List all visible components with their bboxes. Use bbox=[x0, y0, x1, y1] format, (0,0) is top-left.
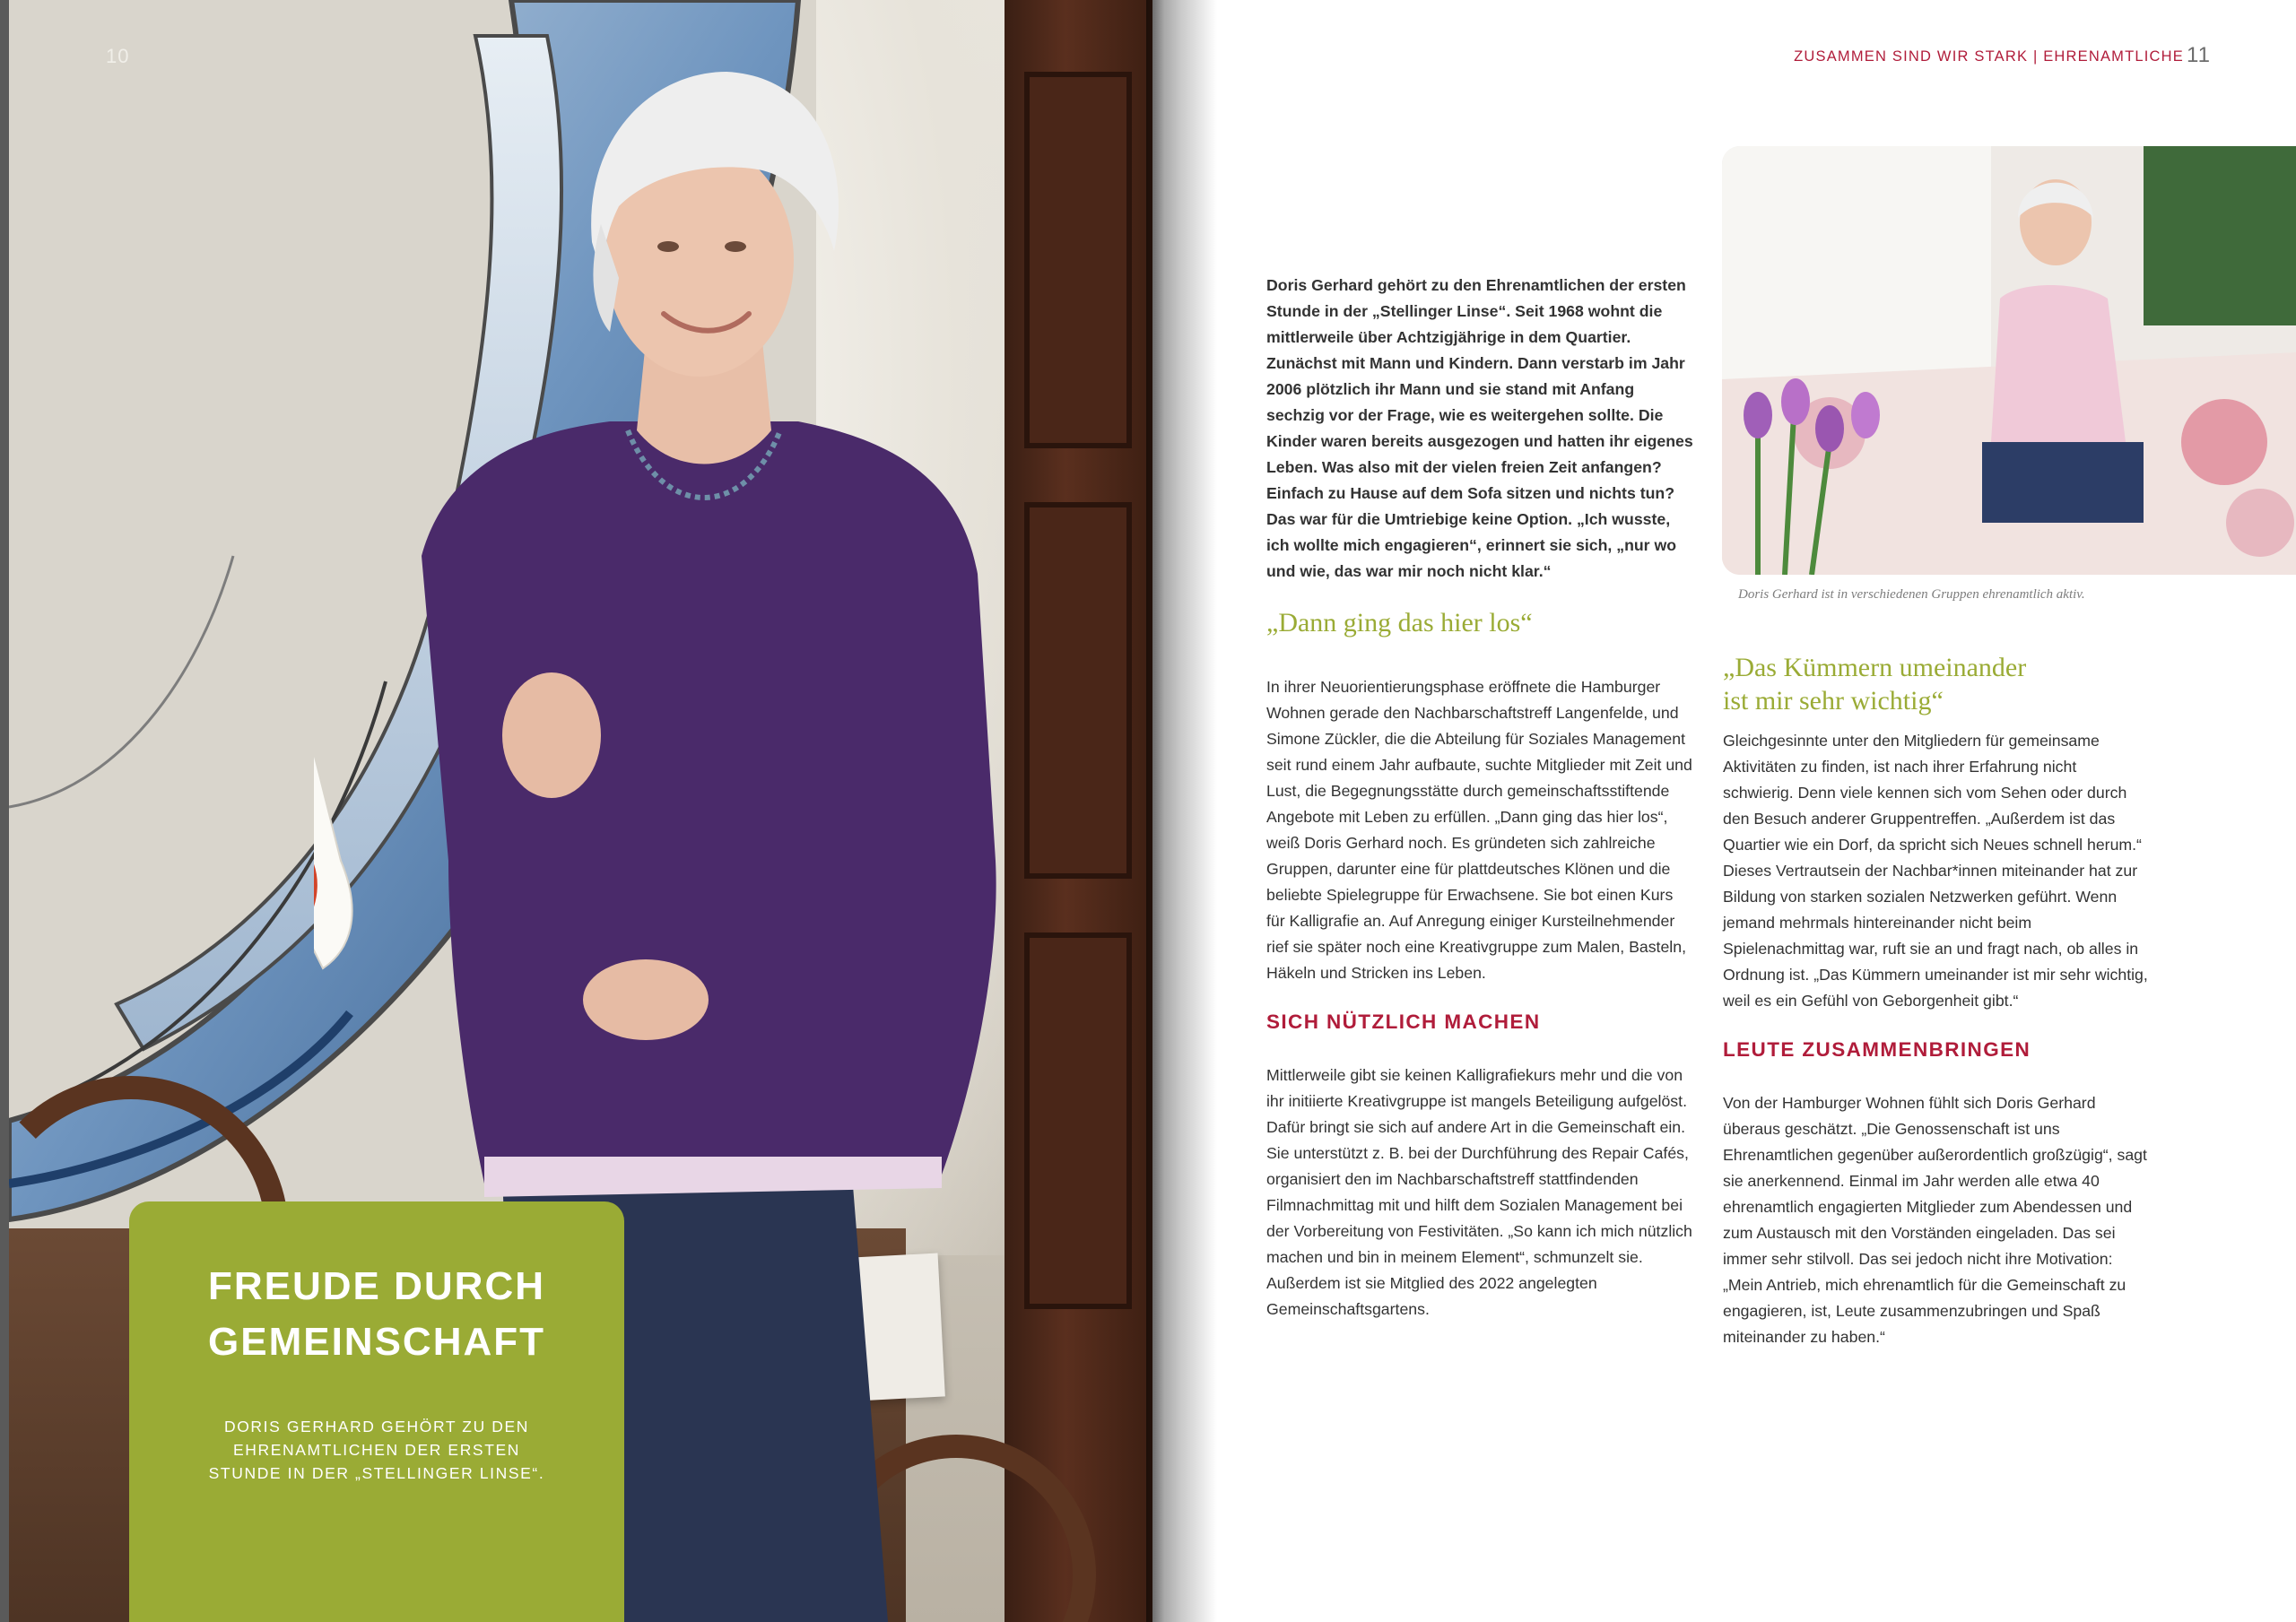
title-line: GEMEINSCHAFT bbox=[208, 1320, 545, 1364]
pull-quote-line: „Das Kümmern umeinander bbox=[1723, 653, 2027, 682]
pull-quote-line: ist mir sehr wichtig“ bbox=[1723, 686, 1944, 716]
body-paragraph: Mittlerweile gibt sie keinen Kalligrafiekurs mehr und die von ihr initiierte Kreativgruppe ist mangels Beteiligung aufgelöst. Dafür bringt sie sich auf andere Art in die Gemeinschaft ein. Sie unterstützt z. B. bei der Durchführung des Repair Cafés, organisiert den im Nachbarschaftstreff stattfindenden Filmnachmittag mit und hilft dem Sozialen Management bei der Vorbereitung von Festivitäten. „So kann ich mich nützlich machen und bin in meinem Element“, schmunzelt sie. Außerdem ist sie Mitglied des 2022 angelegten Gemeinschaftsgartens. bbox=[1266, 1066, 1692, 1318]
portrait-photo bbox=[1722, 146, 2296, 575]
section-heading: SICH NÜTZLICH MACHEN bbox=[1266, 1010, 1541, 1033]
body-paragraph: In ihrer Neuorientierungsphase eröffnete die Hamburger Wohnen gerade den Nachbarschaftstreff Langenfelde, und Simone Zückler, die die Abteilung für Soziales Management seit rund einem Jahr aufbaute, suchte Mitglieder mit Zeit und Lust, die Begegnungsstätte durch gemeinschaftsstiftende Angebote mit Leben zu erfüllen. „Dann ging das hier los“, weiß Doris Gerhard noch. Es gründeten sich zahlreiche Gruppen, darunter eine für plattdeutsches Klönen und die beliebte Spielegruppe für Erwachsene. Sie bot einen Kurs für Kalligrafie an. Auf Anregung einiger Kursteilnehmender rief sie später noch eine Kreativgruppe zum Malen, Basteln, Häkeln und Stricken ins Leben. bbox=[1266, 678, 1692, 982]
title-line: FREUDE DURCH bbox=[208, 1264, 545, 1308]
pull-quote bbox=[1723, 651, 2150, 717]
woman-on-sofa-image bbox=[1722, 146, 2296, 575]
body-paragraph: Von der Hamburger Wohnen fühlt sich Doris Gerhard überaus geschätzt. „Die Genossenschaft ist uns Ehrenamtlichen gegenüber außerordentlich großzügig“, sagt sie anerkennend. Einmal im Jahr werden alle etwa 40 ehrenamtlich engagierten Mitglieder zum Abendessen und zum Austausch mit den Vorständen eingeladen. Das sei immer sehr stilvoll. Das sei jedoch nicht ihre Motivation: „Mein Antrieb, mich ehrenamtlich für die Gemeinschaft zu engagieren, ist, Leute zusammenzubringen und Spaß miteinander zu haben.“ bbox=[1723, 1094, 2147, 1346]
title-subtitle: DORIS GERHARD GEHÖRT ZU DEN EHRENAMTLICHEN DER ERSTEN STUNDE IN DER „STELLINGER LINSE“. bbox=[208, 1418, 545, 1482]
pull-quote: „Dann ging das hier los“ bbox=[1266, 608, 1533, 638]
page-number: 11 bbox=[2187, 43, 2211, 67]
right-page bbox=[1152, 0, 2296, 1622]
page-title bbox=[156, 1259, 597, 1370]
section-heading: LEUTE ZUSAMMENBRINGEN bbox=[1723, 1038, 2031, 1061]
text-column-right bbox=[1723, 651, 2150, 1350]
body-paragraph: Gleichgesinnte unter den Mitgliedern für gemeinsame Aktivitäten zu finden, ist nach ihrer Erfahrung nicht schwierig. Denn viele kennen sich vom Sehen oder durch den Besuch anderer Gruppentreffen. „Außerdem ist das Quartier wie ein Dorf, da spricht sich Neues schnell herum.“ Dieses Vertrautsein der Nachbar*innen miteinander hat zur Bildung von starken sozialen Netzwerken geführt. Wenn jemand mehrmals hintereinander nicht beim Spielenachmittag war, ruft sie an und fragt nach, ob alles in Ordnung ist. „Das Kümmern umeinander ist mir sehr wichtig, weil es ein Gefühl von Geborgenheit gibt.“ bbox=[1723, 732, 2148, 1010]
running-header: ZUSAMMEN SIND WIR STARK | EHRENAMTLICHE bbox=[1794, 48, 2184, 65]
title-box bbox=[129, 1201, 624, 1622]
left-page bbox=[9, 0, 1152, 1622]
spine-gutter bbox=[1146, 0, 1218, 1622]
photo-caption: Doris Gerhard ist in verschiedenen Gruppen ehrenamtlich aktiv. bbox=[1738, 587, 2085, 602]
lead-text: Doris Gerhard gehört zu den Ehrenamtlichen der ersten Stunde in der „Stellinger Linse“. Seit 1968 wohnt die mittlerweile über Achtzigjährige in dem Quartier. Zunächst mit Mann und Kindern. Dann verstarb im Jahr 2006 plötzlich ihr Mann und sie stand mit Anfang sechzig vor der Frage, wie es weitergehen sollte. Die Kinder waren bereits ausgezogen und hatten ihr eigenes Leben. Was also mit der vielen freien Zeit anfangen? Einfach zu Hause auf dem Sofa sitzen und nichts tun? Das war für die Umtriebige keine Option. „Ich wusste, ich wollte mich engagieren“, erinnert sie sich, „nur wo und wie, das war mir noch nicht klar.“ bbox=[1266, 276, 1693, 580]
page-number: 10 bbox=[106, 45, 130, 67]
lead-paragraph bbox=[1266, 273, 1693, 585]
text-column-left bbox=[1266, 606, 1693, 1323]
